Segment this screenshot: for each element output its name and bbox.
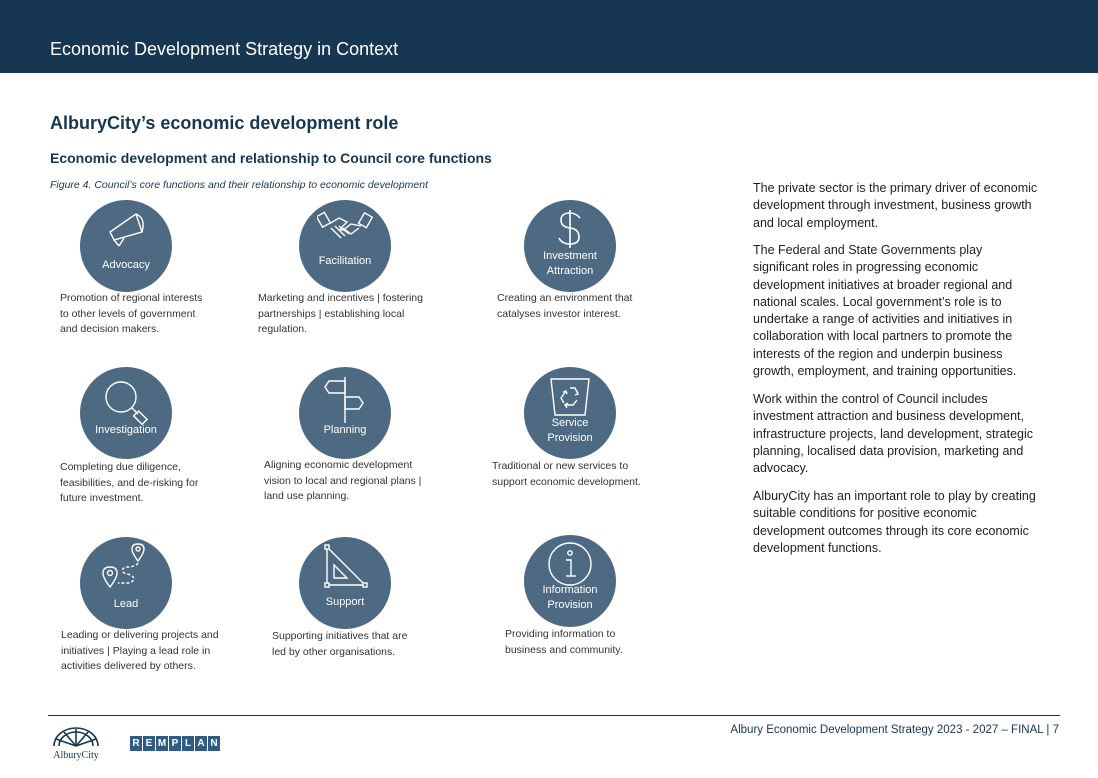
- investigation-label: Investigation: [95, 424, 157, 436]
- alburycity-emblem-icon: [50, 726, 102, 750]
- lead-label: Lead: [113, 598, 139, 610]
- information-provision-description: Providing information to business and community.: [505, 628, 623, 656]
- remplan-logo: R E M P L A N: [130, 733, 221, 751]
- support-label: Support: [325, 596, 365, 608]
- set-square-icon: [321, 543, 369, 591]
- investment-attraction-label: Investment Attraction: [543, 250, 597, 277]
- information-provision-label: Information Provision: [542, 584, 598, 611]
- investigation-description: Completing due diligence, feasibilities, and de-risking for future investment.: [60, 461, 199, 504]
- advocacy-label: Advocacy: [102, 259, 150, 271]
- support-circle: [299, 537, 391, 629]
- footer-divider: [48, 715, 1060, 716]
- planning-circle: [299, 367, 391, 459]
- facilitation-description: Marketing and incentives | fostering partnerships | establishing local regulation.: [258, 292, 423, 335]
- information-provision-circle: [524, 535, 616, 627]
- lead-description: Leading or delivering projects and initiatives | Playing a lead role in activities delivered by others.: [61, 629, 219, 672]
- investment-attraction-description: Creating an environment that catalyses investor interest.: [497, 292, 633, 320]
- header-title: Economic Development Strategy in Context: [50, 39, 399, 59]
- handshake-icon: [317, 210, 373, 246]
- info-icon: [547, 541, 593, 587]
- investment-attraction-circle: [524, 200, 616, 292]
- footer-text: Albury Economic Development Strategy 2023 - 2027 – FINAL | 7: [730, 724, 1059, 736]
- investigation-circle: [80, 367, 172, 459]
- magnifier-icon: [102, 379, 152, 425]
- service-provision-description: Traditional or new services to support economic development.: [492, 460, 641, 488]
- paragraph-alburycity-role: AlburyCity has an important role to play by creating suitable conditions for positive economic development outcomes through its core economic development functions.: [753, 489, 1036, 555]
- alburycity-logo-text: AlburyCity: [53, 750, 99, 761]
- advocacy-description: Promotion of regional interests to other levels of government and decision makers.: [60, 292, 203, 335]
- megaphone-icon: [102, 210, 152, 248]
- figure-caption: Figure 4. Council’s core functions and their relationship to economic development: [50, 179, 429, 191]
- dollar-icon: [556, 208, 584, 250]
- paragraph-council-work: Work within the control of Council includes investment attraction and business development, infrastructure projects, land development, strategic planning, localised data provision, marketing and advocacy.: [753, 392, 1033, 476]
- facilitation-circle: [299, 200, 391, 292]
- paragraph-private-sector: The private sector is the primary driver of economic development through investment, business growth and local employment.: [753, 181, 1038, 230]
- section-title: AlburyCity’s economic development role: [50, 113, 399, 133]
- planning-description: Aligning economic development vision to local and regional plans | land use planning.: [264, 459, 422, 502]
- service-provision-circle: [524, 367, 616, 459]
- planning-label: Planning: [323, 424, 367, 436]
- recycle-bin-icon: [549, 377, 591, 417]
- paragraph-governments: The Federal and State Governments play significant roles in progressing economic development initiatives at broader regional and national scales. Local government’s role is to undertake a range of activities and initiatives in collaboration with local partners to promote the interests of the region and underpin business growth, employment, and training opportunities.: [753, 243, 1017, 379]
- facilitation-label: Facilitation: [318, 255, 372, 267]
- signpost-icon: [321, 375, 369, 425]
- service-provision-label: Service Provision: [547, 417, 593, 444]
- route-pins-icon: [100, 543, 150, 591]
- advocacy-circle: [80, 200, 172, 292]
- lead-circle: [80, 537, 172, 629]
- section-subtitle: Economic development and relationship to Council core functions: [50, 150, 492, 166]
- support-description: Supporting initiatives that are led by other organisations.: [272, 630, 408, 658]
- alburycity-logo: [50, 726, 102, 766]
- page-header: [0, 0, 1098, 73]
